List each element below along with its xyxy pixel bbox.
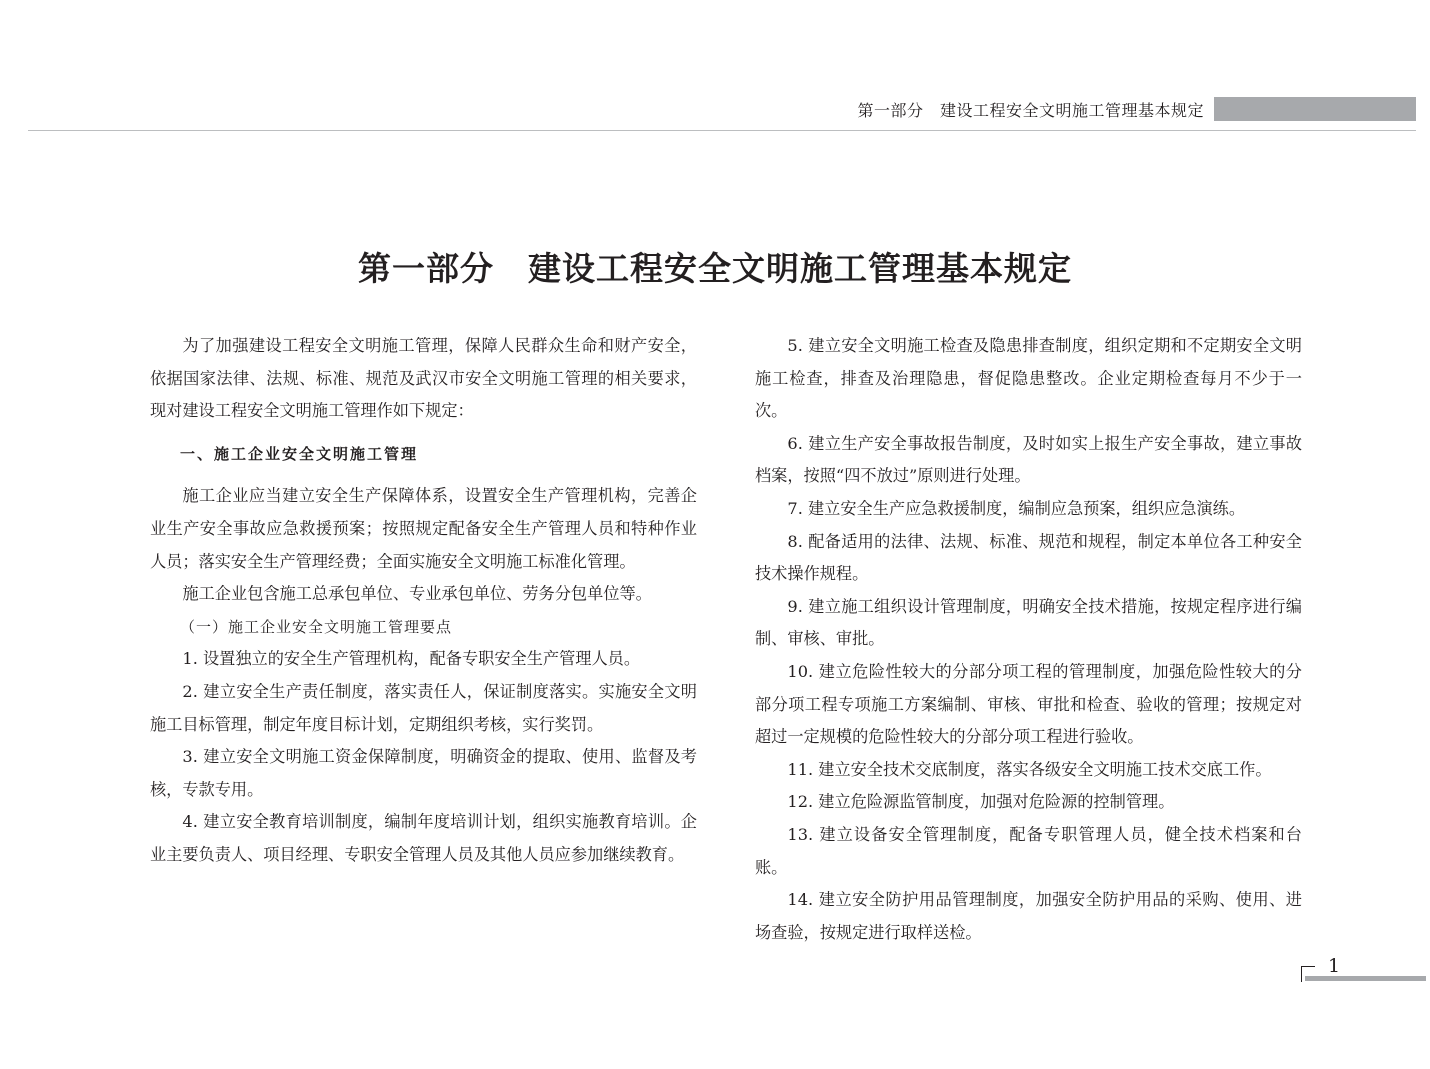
list-item: 11. 建立安全技术交底制度，落实各级安全文明施工技术交底工作。 [787,759,1272,779]
section-heading: 一、施工企业安全文明施工管理 [180,444,419,463]
list-item: 6. 建立生产安全事故报告制度，及时如实上报生产安全事故，建立事故档案，按照“四不放过”原则进行处理。 [755,433,1302,486]
list-item: 4. 建立安全教育培训制度，编制年度培训计划，组织实施教育培训。企业主要负责人、项目经理、专职安全管理人员及其他人员应参加继续教育。 [150,812,697,864]
list-item: 1. 设置独立的安全生产管理机构，配备专职安全生产管理人员。 [182,649,641,669]
page-title: 第一部分 建设工程安全文明施工管理基本规定 [358,249,1072,289]
left-column [150,330,697,872]
right-column [755,330,1302,949]
list-item: 13. 建立设备安全管理制度，配备专职管理人员，健全技术档案和台账。 [755,824,1302,877]
list-item: 9. 建立施工组织设计管理制度，明确安全技术措施，按规定程序进行编制、审核、审批。 [755,596,1302,649]
body-paragraph: 施工企业应当建立安全生产保障体系，设置安全生产管理机构，完善企业生产安全事故应急救援预案；按照规定配备安全生产管理人员和特种作业人员；落实安全生产管理经费；全面实施安全文明施工标准化管理。 [150,486,697,571]
page-number: 1 [1328,955,1341,977]
list-item: 10. 建立危险性较大的分部分项工程的管理制度，加强危险性较大的分部分项工程专项施工方案编制、审核、审批和检查、验收的管理；按规定对超过一定规模的危险性较大的分部分项工程进行验收。 [755,661,1302,747]
list-item: 12. 建立危险源监管制度，加强对危险源的控制管理。 [787,792,1175,812]
intro-paragraph: 为了加强建设工程安全文明施工管理，保障人民群众生命和财产安全，依据国家法律、法规、标准、规范及武汉市安全文明施工管理的相关要求，现对建设工程安全文明施工管理作如下规定： [150,336,697,421]
body-paragraph: 施工企业包含施工总承包单位、专业承包单位、劳务分包单位等。 [182,584,652,604]
list-item: 14. 建立安全防护用品管理制度，加强安全防护用品的采购、使用、进场查验，按规定进行取样送检。 [755,890,1302,942]
list-item: 3. 建立安全文明施工资金保障制度，明确资金的提取、使用、监督及考核，专款专用。 [150,747,697,799]
running-header-title: 第一部分 建设工程安全文明施工管理基本规定 [857,101,1204,120]
sub-heading: （一）施工企业安全文明施工管理要点 [180,617,453,636]
list-item: 8. 配备适用的法律、法规、标准、规范和规程，制定本单位各工种安全技术操作规程。 [755,531,1302,584]
footer-decorative-bar [1305,976,1426,981]
list-item: 5. 建立安全文明施工检查及隐患排查制度，组织定期和不定期安全文明施工检查，排查及治理隐患，督促隐患整改。企业定期检查每月不少于一次。 [755,336,1302,421]
list-item: 2. 建立安全生产责任制度，落实责任人，保证制度落实。实施安全文明施工目标管理，制定年度目标计划，定期组织考核，实行奖罚。 [150,681,697,734]
header-decorative-bar [1214,97,1416,121]
list-item: 7. 建立安全生产应急救援制度，编制应急预案，组织应急演练。 [787,498,1246,518]
header-divider [28,130,1416,131]
